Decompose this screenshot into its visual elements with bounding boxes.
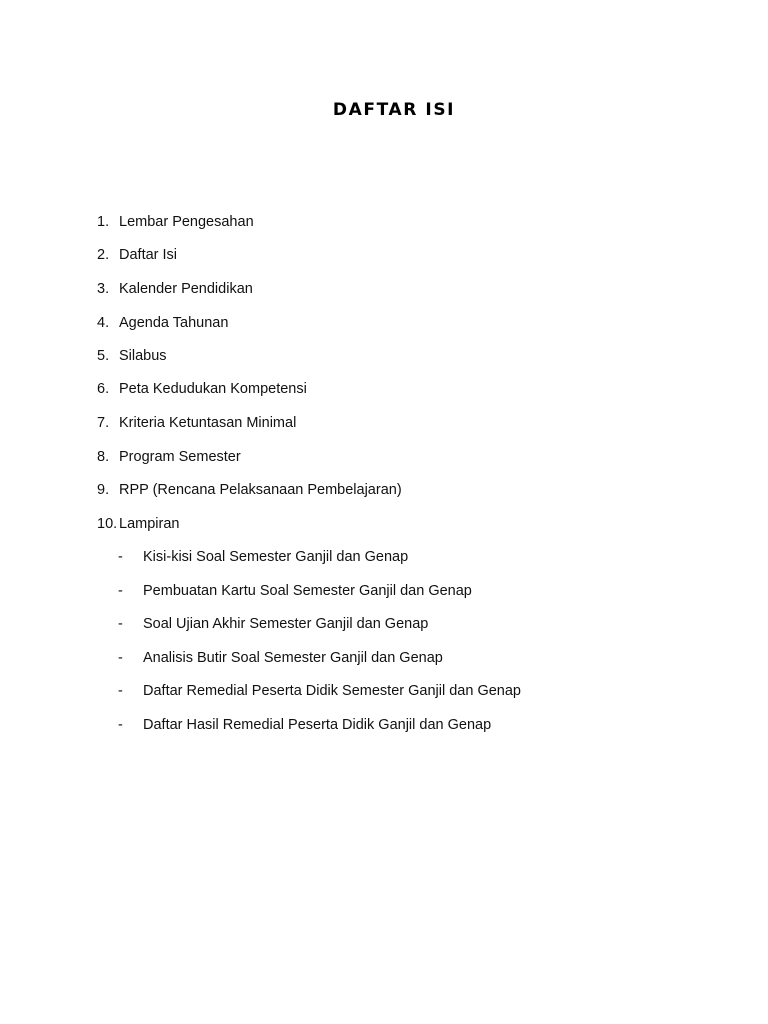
lampiran-sub-item [118,614,428,634]
sub-item-label: Soal Ujian Akhir Semester Ganjil dan Genap [143,616,429,632]
toc-item-label: Lembar Pengesahan [119,214,254,230]
toc-item-number: 4. [97,315,110,331]
toc-item-number: 1. [97,214,110,230]
lampiran-sub-item [118,648,443,668]
toc-item [97,245,177,265]
lampiran-sub-item [118,681,521,701]
toc-item-number: 10. [97,516,118,532]
toc-item-number: 8. [97,449,110,465]
toc-item [97,279,253,299]
toc-item-number: 6. [97,381,110,397]
sub-item-label: Daftar Hasil Remedial Peserta Didik Ganjil dan Genap [143,717,492,733]
toc-item-label: RPP (Rencana Pelaksanaan Pembelajaran) [119,482,402,498]
toc-item [97,480,402,500]
toc-item-number: 7. [97,415,110,431]
sub-item-label: Analisis Butir Soal Semester Ganjil dan Genap [143,650,443,666]
toc-item [97,379,307,399]
sub-item-label: Kisi-kisi Soal Semester Ganjil dan Genap [143,549,409,565]
sub-item-dash: - [118,717,123,733]
toc-item [97,346,167,366]
sub-item-dash: - [118,549,123,565]
toc-item [97,514,179,534]
page-title: DAFTAR ISI [332,100,456,120]
toc-item-label: Agenda Tahunan [119,315,229,331]
toc-item-label: Kriteria Ketuntasan Minimal [119,415,297,431]
sub-item-dash: - [118,583,123,599]
toc-item-number: 2. [97,247,110,263]
toc-item-label: Daftar Isi [119,247,178,263]
toc-item [97,413,296,433]
sub-item-dash: - [118,616,123,632]
toc-item-label: Lampiran [119,516,180,532]
sub-item-dash: - [118,683,123,699]
toc-item-label: Kalender Pendidikan [119,281,253,297]
toc-item [97,313,228,333]
lampiran-sub-item [118,581,472,601]
sub-item-label: Daftar Remedial Peserta Didik Semester Ganjil dan Genap [143,683,521,699]
toc-item-label: Peta Kedudukan Kompetensi [119,381,307,397]
toc-item-number: 9. [97,482,110,498]
sub-item-label: Pembuatan Kartu Soal Semester Ganjil dan Genap [143,583,472,599]
toc-item-label: Silabus [119,348,167,364]
sub-item-dash: - [118,650,123,666]
lampiran-sub-item [118,547,408,567]
lampiran-sub-item [118,715,491,735]
toc-item-number: 5. [97,348,110,364]
toc-item-number: 3. [97,281,110,297]
toc-item [97,447,241,467]
toc-item [97,212,254,232]
toc-item-label: Program Semester [119,449,241,465]
